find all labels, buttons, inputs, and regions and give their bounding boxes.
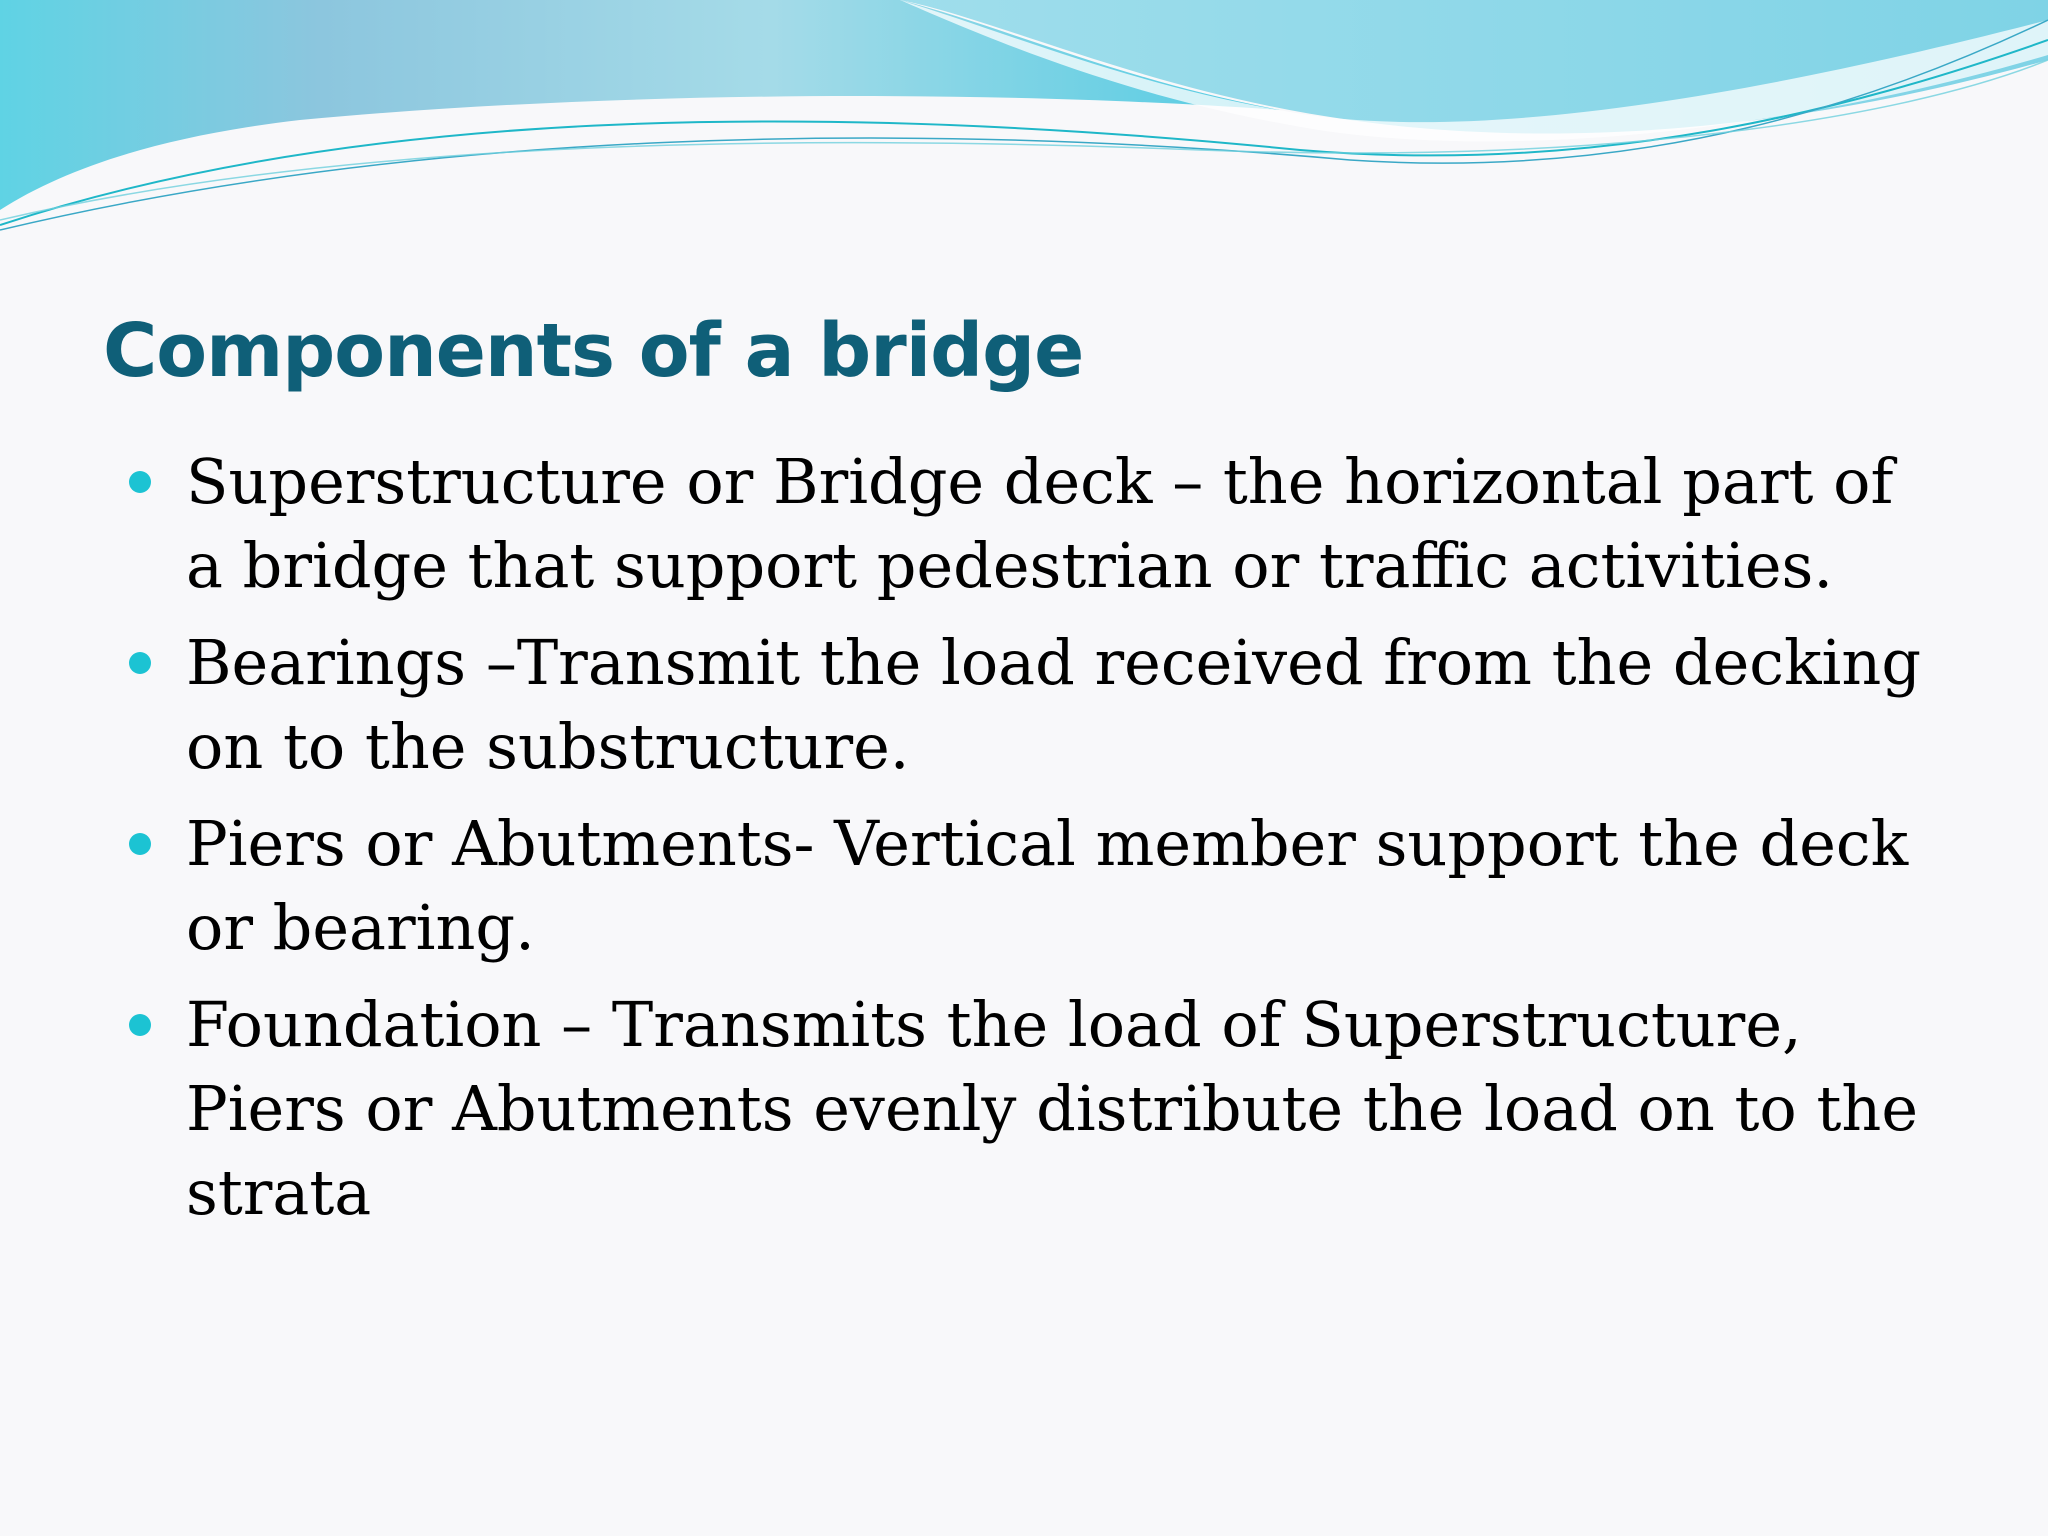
bullet-foundation: [120, 983, 1940, 1235]
bullet-dot-icon: [129, 1014, 151, 1036]
bullet-dot-icon: [129, 833, 151, 855]
bullet-piers: [120, 802, 1940, 970]
bullet-text: Piers or Abutments- Vertical member support the deck or bearing.: [186, 807, 1909, 964]
bullet-text: Foundation – Transmits the load of Superstructure, Piers or Abutments evenly distribute the load on to the strata: [186, 988, 1919, 1229]
bullet-dot-icon: [129, 652, 151, 674]
bullet-superstructure: [120, 440, 1940, 608]
slide-title: Components of a bridge: [103, 308, 1084, 394]
bullet-list: [120, 440, 1940, 1248]
bullet-bearings: [120, 621, 1940, 789]
bullet-text: Bearings –Transmit the load received from the decking on to the substructure.: [186, 626, 1922, 783]
bullet-dot-icon: [129, 471, 151, 493]
bullet-text: Superstructure or Bridge deck – the horizontal part of a bridge that support pedestrian or traffic activities.: [186, 445, 1894, 602]
header-wave-decoration: [0, 0, 2048, 260]
